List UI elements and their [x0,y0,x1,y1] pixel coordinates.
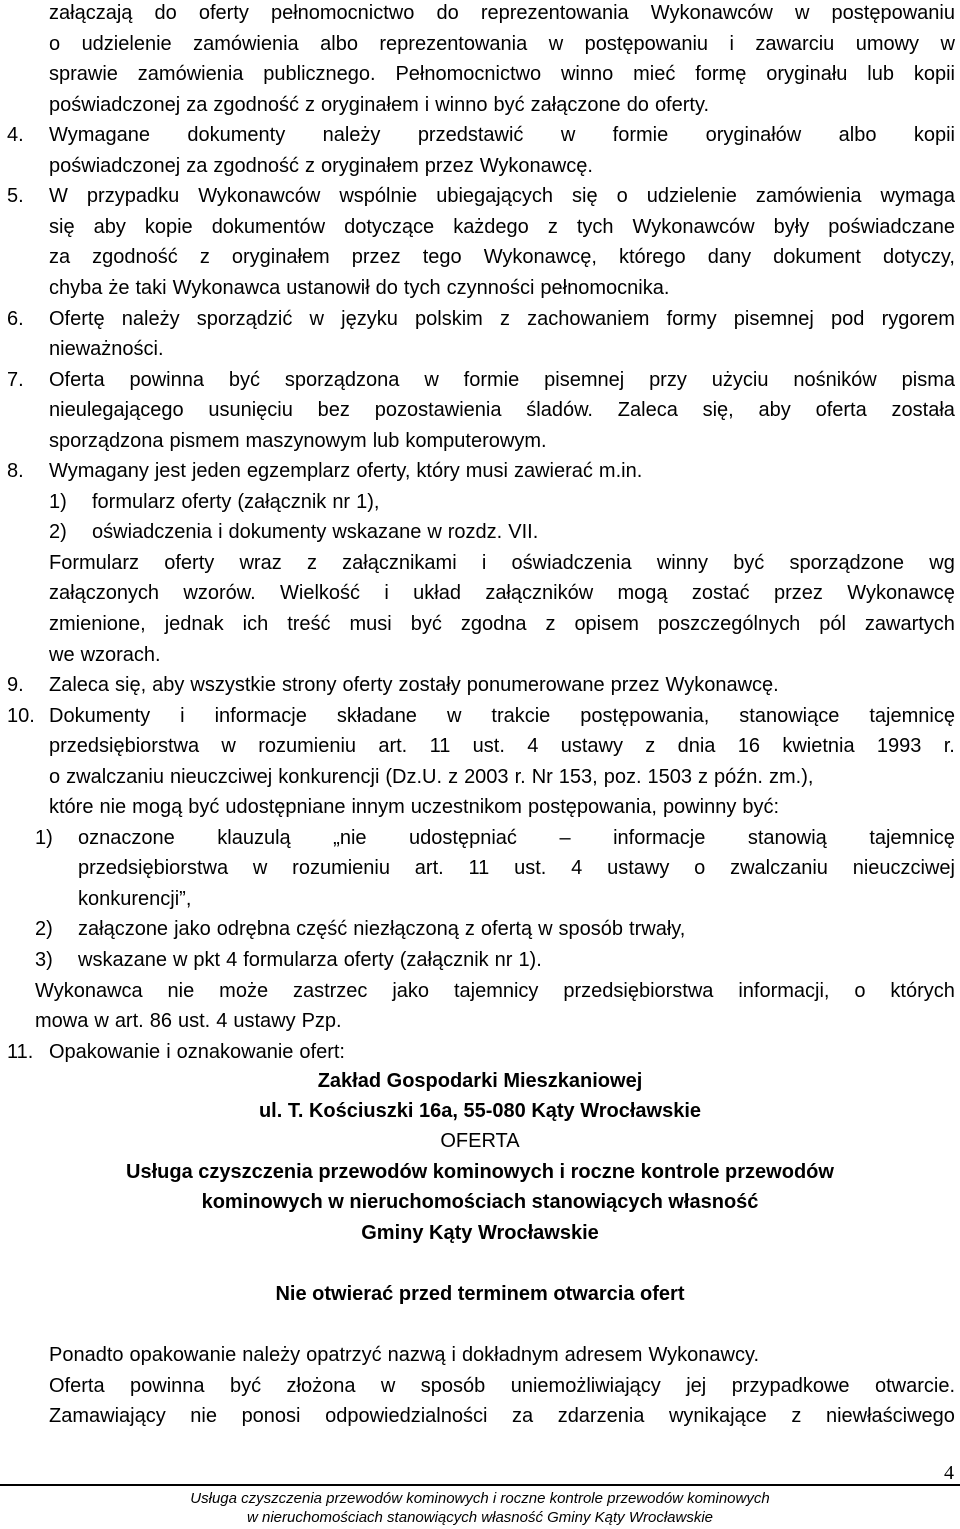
line-text: które nie mogą być udostępniane innym uczestnikom postępowania, powinny być: [49,796,780,818]
line-text: W przypadku Wykonawców wspólnie ubiegających się o udzielenie zamówienia wymaga [49,185,955,207]
list-number: 2) [35,918,53,940]
list-number: 1) [35,827,53,849]
line-text: załączone jako odrębna część niezłączoną z ofertą w sposób trwały, [78,918,686,940]
line-text: Oferta powinna być sporządzona w formie pisemnej przy użyciu nośników pisma [49,369,955,391]
list-number: 7. [7,369,24,391]
line-text: o udzielenie zamówienia albo reprezentowania w postępowaniu i zawarciu umowy w [49,33,955,55]
line-text: Ponadto opakowanie należy opatrzyć nazwą i dokładnym adresem Wykonawcy. [49,1344,760,1366]
list-number: 6. [7,308,24,330]
line-text: załączają do oferty pełnomocnictwo do reprezentowania Wykonawców w postępowaniu [49,2,955,24]
list-number: 8. [7,460,24,482]
line-text: sprawie zamówienia publicznego. Pełnomocnictwo winno mieć formę oryginału lub kopii [49,63,955,85]
line-text: nieulegającego usunięciu bez pozostawienia śladów. Zaleca się, aby oferta została [49,399,955,421]
line-text: formularz oferty (załącznik nr 1), [92,491,380,513]
footer-divider [0,1484,960,1486]
line-text: przedsiębiorstwa w rozumieniu art. 11 ust. 4 ustawy z dnia 16 kwietnia 1993 r. [49,735,955,757]
line-text: przedsiębiorstwa w rozumieniu art. 11 ust. 4 ustawy o zwalczaniu nieuczciwej [78,857,955,879]
line-text: Oferta powinna być złożona w sposób uniemożliwiający jej przypadkowe otwarcie. [49,1375,955,1397]
line-text: oświadczenia i dokumenty wskazane w rozdz. VII. [92,521,539,543]
list-number: 9. [7,674,24,696]
line-text: mowa w art. 86 ust. 4 ustawy Pzp. [35,1010,342,1032]
line-text: Zamawiający nie ponosi odpowiedzialności za zdarzenia wynikające z niewłaściwego [49,1405,955,1427]
footer-line-2: w nieruchomościach stanowiących własność Gminy Kąty Wrocławskie [247,1509,713,1526]
envelope-offer-label: OFERTA [440,1130,520,1152]
page-number: 4 [944,1462,954,1484]
envelope-addressee: Zakład Gospodarki Mieszkaniowej [317,1070,643,1092]
list-number: 4. [7,124,24,146]
list-number: 1) [49,491,67,513]
envelope-subject-line-3: Gminy Kąty Wrocławskie [361,1222,599,1244]
line-text: konkurencji”, [78,888,192,910]
line-text: Formularz oferty wraz z załącznikami i oświadczenia winny być sporządzone wg [49,552,955,574]
line-text: zmienione, jednak ich treść musi być zgodna z opisem poszczególnych pól zawartych [49,613,955,635]
envelope-warning: Nie otwierać przed terminem otwarcia ofert [275,1283,685,1305]
line-text: Wymagane dokumenty należy przedstawić w formie oryginałów albo kopii [49,124,955,146]
envelope-address: ul. T. Kościuszki 16a, 55-080 Kąty Wrocławskie [258,1100,702,1122]
footer-line-1: Usługa czyszczenia przewodów kominowych i roczne kontrole przewodów kominowych [190,1490,770,1507]
line-text: wskazane w pkt 4 formularza oferty (załącznik nr 1). [78,949,542,971]
line-text: poświadczonej za zgodność z oryginałem i winno być załączone do oferty. [49,94,710,116]
line-text: Ofertę należy sporządzić w języku polskim z zachowaniem formy pisemnej pod rygorem [49,308,955,330]
line-text: Dokumenty i informacje składane w trakcie postępowania, stanowiące tajemnicę [49,705,955,727]
line-text: chyba że taki Wykonawca ustanowił do tych czynności pełnomocnika. [49,277,670,299]
line-text: nieważności. [49,338,164,360]
line-text: Wykonawca nie może zastrzec jako tajemnicy przedsiębiorstwa informacji, o których [35,980,955,1002]
line-text: się aby kopie dokumentów dotyczące każdego z tych Wykonawców były poświadczane [49,216,955,238]
list-number: 5. [7,185,24,207]
line-text: Zaleca się, aby wszystkie strony oferty zostały ponumerowane przez Wykonawcę. [49,674,779,696]
line-text: za zgodność z oryginałem przez tego Wykonawcę, którego dany dokument dotyczy, [49,246,955,268]
list-number: 11. [7,1041,34,1063]
line-text: Wymagany jest jeden egzemplarz oferty, który musi zawierać m.in. [49,460,643,482]
line-text: załączonych wzorów. Wielkość i układ załączników mogą zostać przez Wykonawcę [49,582,955,604]
list-number: 10. [7,705,35,727]
envelope-subject-line-2: kominowych w nieruchomościach stanowiących własność [201,1191,759,1213]
list-number: 3) [35,949,53,971]
line-text: we wzorach. [49,644,161,666]
line-text: o zwalczaniu nieuczciwej konkurencji (Dz.U. z 2003 r. Nr 153, poz. 1503 z późn. zm.), [49,766,814,788]
list-number: 2) [49,521,67,543]
line-text: poświadczonej za zgodność z oryginałem przez Wykonawcę. [49,155,593,177]
line-text: oznaczone klauzulą „nie udostępniać – informacje stanowią tajemnicę [78,827,955,849]
line-text: Opakowanie i oznakowanie ofert: [49,1041,345,1063]
line-text: sporządzona pismem maszynowym lub komputerowym. [49,430,547,452]
envelope-subject-line-1: Usługa czyszczenia przewodów kominowych i roczne kontrole przewodów [126,1161,834,1183]
